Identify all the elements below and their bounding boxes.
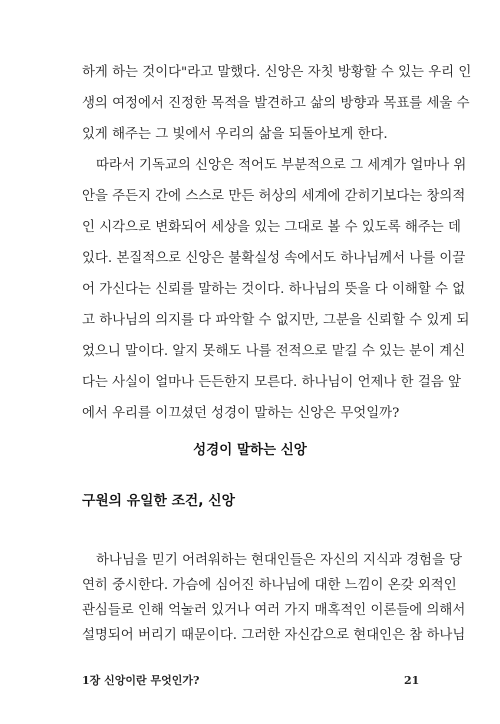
body-text-line: 생의 여정에서 진정한 목적을 발견하고 삶의 방향과 목표를 세울 수 (82, 96, 470, 111)
body-text-line: 고 하나님의 의지를 다 파악할 수 없지만, 그분을 신뢰할 수 있게 되 (82, 313, 470, 328)
body-text-line: 안을 주든지 간에 스스로 만든 허상의 세계에 갇히기보다는 창의적 (82, 189, 466, 204)
body-text-line: 다는 사실이 얼마나 든든한지 모른다. 하나님이 언제나 한 걸음 앞 (82, 375, 461, 390)
body-text-line: 어 가신다는 신뢰를 말하는 것이다. 하나님의 뜻을 다 이해할 수 없 (82, 282, 466, 297)
body-text-line: 설명되어 버리기 때문이다. 그러한 자신감으로 현대인은 참 하나님 (82, 628, 466, 643)
footer-chapter-title: 1장 신앙이란 무엇인가? (82, 674, 200, 687)
body-text-line: 있다. 본질적으로 신앙은 불확실성 속에서도 하나님께서 나를 이끌 (82, 251, 466, 266)
body-text-line: 관심들로 인해 억눌러 있거나 여러 가지 매혹적인 이론들에 의해서 (82, 603, 466, 618)
body-text-line: 인 시각으로 변화되어 세상을 있는 그대로 볼 수 있도록 해주는 데 (82, 220, 461, 235)
body-text-line: 있게 해주는 그 빛에서 우리의 삶을 되돌아보게 한다. (82, 127, 388, 142)
body-text-line: 하게 하는 것이다"라고 말했다. 신앙은 자칫 방황할 수 있는 우리 인 (82, 65, 472, 80)
sub-heading: 구원의 유일한 조건, 신앙 (82, 493, 235, 509)
body-text-line: 연히 중시한다. 가슴에 심어진 하나님에 대한 느낌이 온갖 외적인 (82, 578, 457, 593)
body-text-line: 따라서 기독교의 신앙은 적어도 부분적으로 그 세계가 얼마나 위 (96, 158, 467, 173)
footer-page-number: 21 (404, 674, 420, 687)
body-text-line: 었으니 말이다. 알지 못해도 나를 전적으로 맡길 수 있는 분이 계신 (82, 344, 466, 359)
body-text-line: 하나님을 믿기 어려워하는 현대인들은 자신의 지식과 경험을 당 (96, 553, 463, 568)
section-title: 성경이 말하는 신앙 (193, 442, 307, 458)
body-text-line: 에서 우리를 이끄셨던 성경이 말하는 신앙은 무엇일까? (82, 406, 400, 421)
